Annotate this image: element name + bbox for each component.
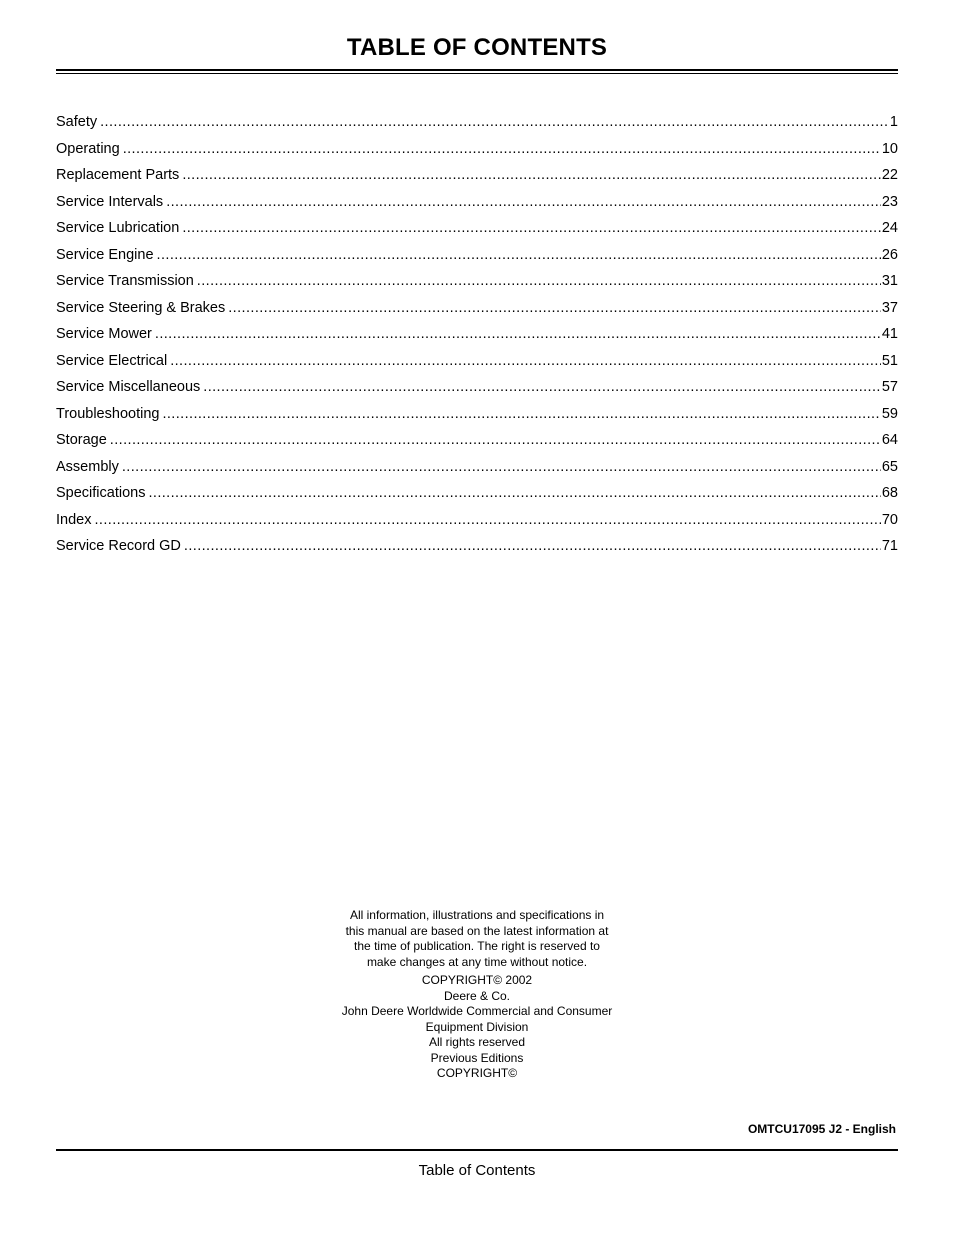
- toc-entry-label: Storage: [56, 432, 107, 448]
- toc-leader-dots: [203, 379, 881, 395]
- toc-entry-label: Service Lubrication: [56, 220, 180, 236]
- toc-entry-page: 22: [881, 167, 898, 183]
- toc-entry-page: 51: [881, 352, 898, 369]
- toc-entry-specifications[interactable]: [56, 485, 898, 512]
- table-of-contents: [56, 114, 898, 565]
- toc-entry-service-record-gd[interactable]: [56, 538, 898, 565]
- toc-leader-dots: [197, 273, 881, 289]
- toc-leader-dots: [110, 432, 881, 448]
- division-name: John Deere Worldwide Commercial and Consumer Equipment Division: [341, 1004, 613, 1034]
- toc-entry-replacement-parts[interactable]: [56, 167, 898, 194]
- rights-reserved: All rights reserved: [428, 1035, 526, 1049]
- previous-editions: Previous Editions: [430, 1050, 524, 1065]
- toc-entry-service-miscellaneous[interactable]: [56, 379, 898, 406]
- toc-entry-label: Index: [56, 511, 92, 528]
- toc-entry-label: Replacement Parts: [56, 167, 180, 183]
- toc-leader-dots: [100, 114, 889, 130]
- toc-entry-safety[interactable]: [56, 114, 898, 141]
- toc-entry-page: 23: [881, 193, 898, 210]
- toc-entry-service-transmission[interactable]: [56, 273, 898, 300]
- toc-entry-page: 70: [881, 511, 898, 528]
- toc-entry-label: Service Transmission: [56, 273, 194, 289]
- toc-entry-page: 10: [881, 140, 898, 157]
- toc-entry-assembly[interactable]: [56, 459, 898, 486]
- toc-entry-service-intervals[interactable]: [56, 194, 898, 221]
- toc-entry-label: Operating: [56, 140, 120, 157]
- copyright-previous: COPYRIGHT©: [436, 1066, 518, 1080]
- toc-entry-index[interactable]: [56, 512, 898, 539]
- toc-entry-label: Service Engine: [56, 246, 154, 263]
- toc-entry-service-mower[interactable]: [56, 326, 898, 353]
- toc-leader-dots: [94, 512, 880, 528]
- toc-entry-page: 1: [889, 114, 898, 130]
- toc-entry-label: Troubleshooting: [56, 405, 160, 422]
- toc-leader-dots: [123, 141, 881, 157]
- copyright-notice: [340, 908, 614, 1082]
- toc-entry-page: 57: [881, 379, 898, 395]
- toc-entry-label: Service Record GD: [56, 538, 181, 554]
- toc-entry-page: 37: [881, 299, 898, 316]
- copyright-line: COPYRIGHT© 2002: [421, 973, 533, 987]
- toc-entry-page: 64: [881, 432, 898, 448]
- toc-leader-dots: [170, 353, 881, 369]
- toc-entry-operating[interactable]: [56, 141, 898, 168]
- toc-leader-dots: [148, 485, 880, 501]
- toc-leader-dots: [122, 459, 881, 475]
- toc-entry-page: 71: [881, 538, 898, 554]
- toc-leader-dots: [162, 406, 880, 422]
- toc-entry-page: 24: [881, 220, 898, 236]
- toc-leader-dots: [182, 167, 881, 183]
- toc-entry-service-electrical[interactable]: [56, 353, 898, 380]
- toc-entry-label: Service Mower: [56, 326, 152, 342]
- toc-entry-page: 41: [881, 326, 898, 342]
- toc-leader-dots: [155, 326, 881, 342]
- disclaimer-text: All information, illustrations and specifications in this manual are based on the latest information at the time of publication. The right is reserved to make changes at any time without notice.: [345, 908, 609, 969]
- toc-leader-dots: [166, 194, 881, 210]
- company-name: Deere & Co.: [443, 988, 511, 1003]
- toc-leader-dots: [157, 247, 881, 263]
- toc-entry-service-lubrication[interactable]: [56, 220, 898, 247]
- toc-entry-service-engine[interactable]: [56, 247, 898, 274]
- toc-leader-dots: [184, 538, 881, 554]
- toc-entry-label: Specifications: [56, 485, 146, 501]
- toc-leader-dots: [182, 220, 881, 236]
- toc-entry-page: 59: [881, 405, 898, 422]
- title-rule: [56, 69, 898, 71]
- footer-section-label: Table of Contents: [418, 1162, 536, 1179]
- toc-entry-page: 31: [881, 273, 898, 289]
- toc-entry-label: Service Steering & Brakes: [56, 299, 226, 316]
- toc-entry-label: Service Intervals: [56, 193, 164, 210]
- toc-entry-label: Safety: [56, 114, 98, 130]
- toc-entry-label: Service Electrical: [56, 352, 168, 369]
- page-title: TABLE OF CONTENTS: [346, 34, 608, 61]
- toc-entry-page: 65: [881, 458, 898, 475]
- footer-rule: [56, 1149, 898, 1151]
- toc-entry-label: Assembly: [56, 458, 119, 475]
- title-rule-thin: [56, 73, 898, 74]
- toc-leader-dots: [228, 300, 881, 316]
- toc-entry-page: 26: [881, 246, 898, 263]
- toc-entry-label: Service Miscellaneous: [56, 379, 201, 395]
- toc-entry-storage[interactable]: [56, 432, 898, 459]
- toc-entry-service-steering-brakes[interactable]: [56, 300, 898, 327]
- toc-entry-troubleshooting[interactable]: [56, 406, 898, 433]
- document-code: OMTCU17095 J2 - English: [747, 1122, 896, 1136]
- toc-entry-page: 68: [881, 485, 898, 501]
